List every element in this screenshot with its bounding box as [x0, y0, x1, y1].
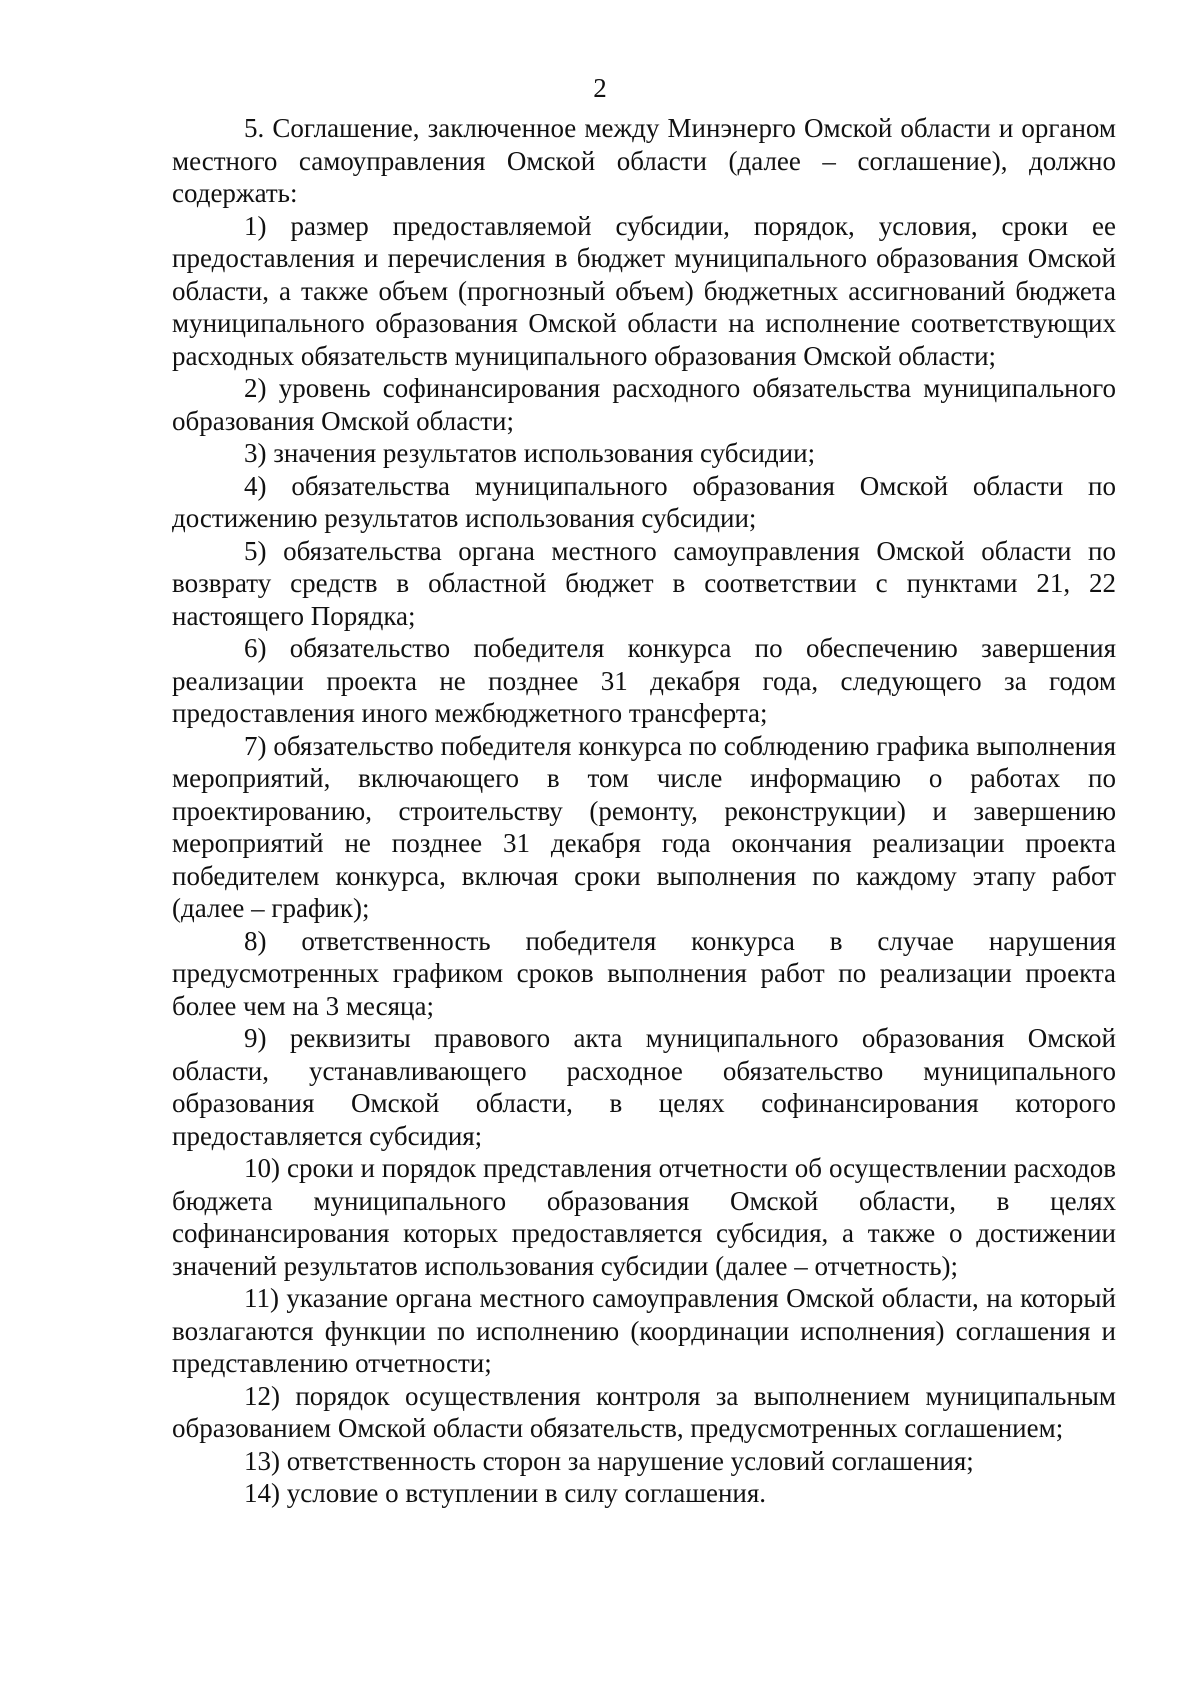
- list-item-7: 7) обязательство победителя конкурса по соблюдению графика выполнения мероприятий, включающего в том числе информацию о работах по проектированию, строительству (ремонту, реконструкции) и завершению мероприятий не позднее 31 декабря года окончания реализации проекта победителем конкурса, включая сроки выполнения по каждому этапу работ (далее – график);: [172, 730, 1116, 923]
- list-item-10: 10) сроки и порядок представления отчетности об осуществлении расходов бюджета муниципального образования Омской области, в целях софинансирования которых предоставляется субсидия, а также о достижении значений результатов использования субсидии (далее – отчетность);: [172, 1153, 1116, 1281]
- document-body: [172, 112, 1116, 1510]
- page-number: 2: [593, 73, 607, 103]
- list-item-11: 11) указание органа местного самоуправления Омской области, на который возлагаются функции по исполнению (координации исполнения) соглашения и представлению отчетности;: [172, 1283, 1116, 1378]
- list-item-1: 1) размер предоставляемой субсидии, порядок, условия, сроки ее предоставления и перечисления в бюджет муниципального образования Омской области, а также объем (прогнозный объем) бюджетных ассигнований бюджета муниципального образования Омской области на исполнение соответствующих расходных обязательств муниципального образования Омской области;: [172, 210, 1116, 371]
- list-item-13: 13) ответственность сторон за нарушение условий соглашения;: [244, 1445, 974, 1476]
- paragraph-5: 5. Соглашение, заключенное между Минэнерго Омской области и органом местного самоуправления Омской области (далее – соглашение), должно содержать:: [172, 113, 1116, 208]
- list-item-3: 3) значения результатов использования субсидии;: [244, 438, 816, 468]
- list-item-5: 5) обязательства органа местного самоуправления Омской области по возврату средств в областной бюджет в соответствии с пунктами 21, 22 настоящего Порядка;: [172, 535, 1116, 631]
- list-item-12: 12) порядок осуществления контроля за выполнением муниципальным образованием Омской области обязательств, предусмотренных соглашением;: [172, 1380, 1116, 1443]
- list-item-14: 14) условие о вступлении в силу соглашения.: [244, 1478, 767, 1508]
- list-item-4: 4) обязательства муниципального образования Омской области по достижению результатов использования субсидии;: [172, 470, 1116, 533]
- list-item-8: 8) ответственность победителя конкурса в случае нарушения предусмотренных графиком сроков выполнения работ по реализации проекта более чем на 3 месяца;: [172, 925, 1116, 1021]
- list-item-9: 9) реквизиты правового акта муниципального образования Омской области, устанавливающего расходное обязательство муниципального образования Омской области, в целях софинансирования которого предоставляется субсидия;: [172, 1023, 1116, 1151]
- list-item-2: 2) уровень софинансирования расходного обязательства муниципального образования Омской области;: [172, 373, 1116, 436]
- list-item-6: 6) обязательство победителя конкурса по обеспечению завершения реализации проекта не позднее 31 декабря года, следующего за годом предоставления иного межбюджетного трансферта;: [172, 633, 1116, 728]
